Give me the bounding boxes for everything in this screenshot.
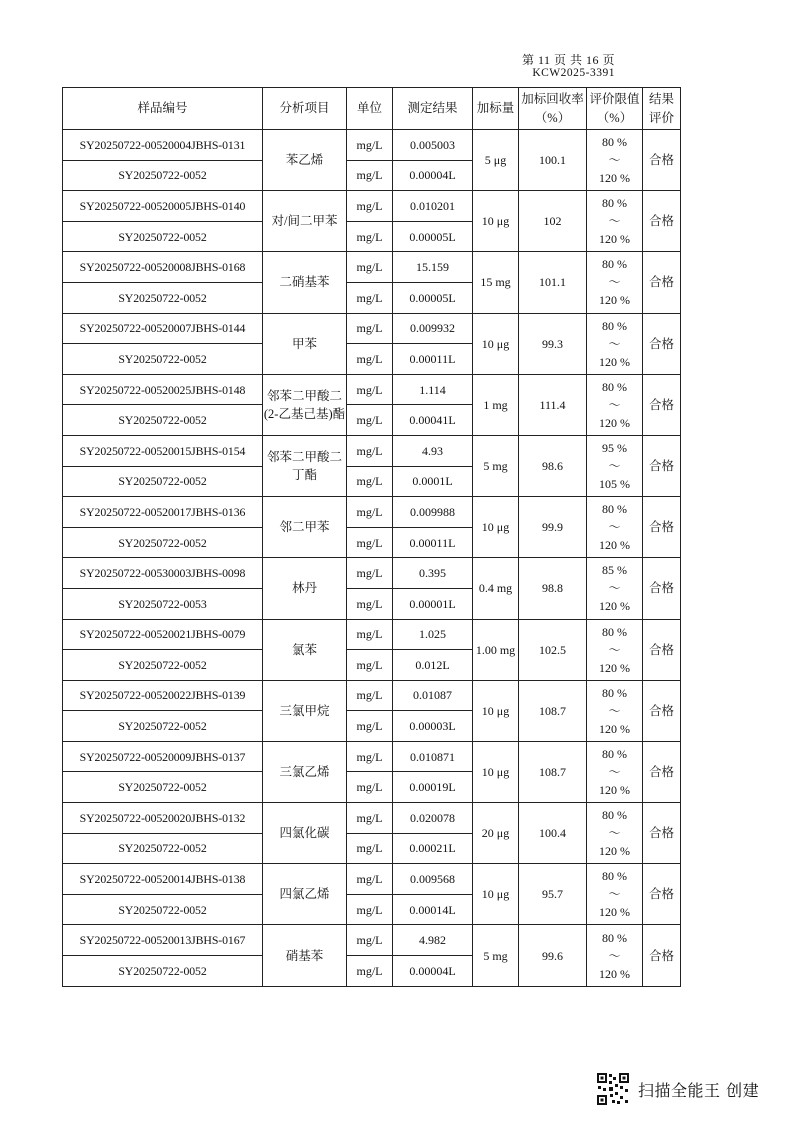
spiked-result: 15.159 <box>393 252 473 283</box>
base-sample-id: SY20250722-0052 <box>63 711 263 742</box>
limit-low: 80 % <box>602 135 627 150</box>
verdict: 合格 <box>643 803 681 864</box>
limit-separator: ～ <box>608 948 621 963</box>
limit-low: 80 % <box>602 624 627 639</box>
table-row <box>63 313 681 344</box>
base-sample-id: SY20250722-0053 <box>63 588 263 619</box>
unit: mg/L <box>347 160 393 191</box>
evaluation-limit <box>587 191 643 252</box>
unit: mg/L <box>347 803 393 834</box>
spike-amount: 1 mg <box>473 374 519 435</box>
limit-separator: ～ <box>608 275 621 290</box>
limit-separator: ～ <box>608 887 621 902</box>
limit-separator: ～ <box>608 520 621 535</box>
base-sample-id: SY20250722-0052 <box>63 405 263 436</box>
limit-low: 80 % <box>602 808 627 823</box>
unit: mg/L <box>347 252 393 283</box>
base-result: 0.00005L <box>393 282 473 313</box>
limit-high: 120 % <box>599 782 630 797</box>
base-sample-id: SY20250722-0052 <box>63 344 263 375</box>
base-sample-id: SY20250722-0052 <box>63 221 263 252</box>
table-row <box>63 252 681 283</box>
limit-separator: ～ <box>608 581 621 596</box>
unit: mg/L <box>347 527 393 558</box>
limit-low: 80 % <box>602 746 627 761</box>
verdict: 合格 <box>643 191 681 252</box>
base-result: 0.00004L <box>393 956 473 987</box>
limit-high: 120 % <box>599 538 630 553</box>
base-sample-id: SY20250722-0052 <box>63 527 263 558</box>
verdict: 合格 <box>643 374 681 435</box>
limit-separator: ～ <box>608 397 621 412</box>
recovery-rate: 99.9 <box>519 497 587 558</box>
limit-high: 120 % <box>599 966 630 981</box>
col-header-result: 测定结果 <box>393 88 473 130</box>
unit: mg/L <box>347 680 393 711</box>
recovery-rate: 102 <box>519 191 587 252</box>
spiked-result: 0.01087 <box>393 680 473 711</box>
recovery-rate: 95.7 <box>519 864 587 925</box>
spiked-result: 4.982 <box>393 925 473 956</box>
spike-amount: 10 μg <box>473 741 519 802</box>
analysis-item: 氯苯 <box>263 619 347 680</box>
table-row <box>63 619 681 650</box>
limit-separator: ～ <box>608 336 621 351</box>
spike-amount: 10 μg <box>473 680 519 741</box>
verdict: 合格 <box>643 619 681 680</box>
evaluation-limit <box>587 374 643 435</box>
table-row <box>63 191 681 222</box>
analysis-item: 四氯乙烯 <box>263 864 347 925</box>
spiked-sample-id: SY20250722-00520021JBHS-0079 <box>63 619 263 650</box>
base-sample-id: SY20250722-0052 <box>63 650 263 681</box>
unit: mg/L <box>347 833 393 864</box>
limit-low: 80 % <box>602 196 627 211</box>
limit-high: 120 % <box>599 354 630 369</box>
col-header-verdict: 结果评价 <box>643 88 681 130</box>
verdict: 合格 <box>643 925 681 986</box>
spike-amount: 5 mg <box>473 435 519 496</box>
limit-low: 80 % <box>602 930 627 945</box>
table-row <box>63 130 681 161</box>
spike-amount: 10 μg <box>473 864 519 925</box>
verdict: 合格 <box>643 864 681 925</box>
unit: mg/L <box>347 191 393 222</box>
unit: mg/L <box>347 711 393 742</box>
verdict: 合格 <box>643 680 681 741</box>
base-result: 0.00014L <box>393 894 473 925</box>
limit-separator: ～ <box>608 703 621 718</box>
recovery-rate: 98.6 <box>519 435 587 496</box>
base-sample-id: SY20250722-0052 <box>63 894 263 925</box>
table-row <box>63 741 681 772</box>
base-sample-id: SY20250722-0052 <box>63 282 263 313</box>
base-result: 0.00021L <box>393 833 473 864</box>
limit-low: 80 % <box>602 502 627 517</box>
limit-high: 120 % <box>599 660 630 675</box>
limit-separator: ～ <box>608 214 621 229</box>
unit: mg/L <box>347 282 393 313</box>
evaluation-limit <box>587 558 643 619</box>
col-header-spike: 加标量 <box>473 88 519 130</box>
verdict: 合格 <box>643 497 681 558</box>
analysis-item: 三氯乙烯 <box>263 741 347 802</box>
analysis-item: 对/间二甲苯 <box>263 191 347 252</box>
unit: mg/L <box>347 313 393 344</box>
recovery-rate: 99.6 <box>519 925 587 986</box>
spiked-result: 0.009988 <box>393 497 473 528</box>
limit-separator: ～ <box>608 459 621 474</box>
spiked-sample-id: SY20250722-00520009JBHS-0137 <box>63 741 263 772</box>
recovery-rate: 100.1 <box>519 130 587 191</box>
base-result: 0.00003L <box>393 711 473 742</box>
limit-low: 80 % <box>602 257 627 272</box>
spike-amount: 10 μg <box>473 313 519 374</box>
recovery-rate: 100.4 <box>519 803 587 864</box>
table-row <box>63 864 681 895</box>
unit: mg/L <box>347 130 393 161</box>
table-body <box>63 130 681 987</box>
analysis-item: 硝基苯 <box>263 925 347 986</box>
base-sample-id: SY20250722-0052 <box>63 160 263 191</box>
col-header-sample-id: 样品编号 <box>63 88 263 130</box>
evaluation-limit <box>587 130 643 191</box>
unit: mg/L <box>347 772 393 803</box>
limit-high: 120 % <box>599 905 630 920</box>
evaluation-limit <box>587 435 643 496</box>
analysis-item: 甲苯 <box>263 313 347 374</box>
limit-low: 80 % <box>602 685 627 700</box>
limit-high: 120 % <box>599 599 630 614</box>
evaluation-limit <box>587 803 643 864</box>
spiked-sample-id: SY20250722-00530003JBHS-0098 <box>63 558 263 589</box>
evaluation-limit <box>587 619 643 680</box>
base-result: 0.00001L <box>393 588 473 619</box>
verdict: 合格 <box>643 741 681 802</box>
unit: mg/L <box>347 894 393 925</box>
spiked-sample-id: SY20250722-00520022JBHS-0139 <box>63 680 263 711</box>
recovery-rate: 111.4 <box>519 374 587 435</box>
recovery-rate: 101.1 <box>519 252 587 313</box>
spiked-result: 1.114 <box>393 374 473 405</box>
spiked-result: 0.020078 <box>393 803 473 834</box>
evaluation-limit <box>587 680 643 741</box>
limit-high: 120 % <box>599 293 630 308</box>
limit-low: 80 % <box>602 869 627 884</box>
verdict: 合格 <box>643 252 681 313</box>
spiked-result: 0.395 <box>393 558 473 589</box>
unit: mg/L <box>347 925 393 956</box>
recovery-rate: 108.7 <box>519 680 587 741</box>
base-result: 0.00011L <box>393 344 473 375</box>
unit: mg/L <box>347 435 393 466</box>
spiked-result: 0.009932 <box>393 313 473 344</box>
report-number: KCW2025-3391 <box>532 67 615 79</box>
col-header-unit: 单位 <box>347 88 393 130</box>
qr-code-icon <box>596 1072 630 1106</box>
recovery-rate: 102.5 <box>519 619 587 680</box>
limit-high: 120 % <box>599 232 630 247</box>
evaluation-limit <box>587 497 643 558</box>
table-row <box>63 803 681 834</box>
base-sample-id: SY20250722-0052 <box>63 772 263 803</box>
unit: mg/L <box>347 650 393 681</box>
base-result: 0.00011L <box>393 527 473 558</box>
limit-separator: ～ <box>608 642 621 657</box>
base-sample-id: SY20250722-0052 <box>63 956 263 987</box>
unit: mg/L <box>347 588 393 619</box>
table-row <box>63 680 681 711</box>
table-row <box>63 497 681 528</box>
evaluation-limit <box>587 313 643 374</box>
limit-low: 95 % <box>602 441 627 456</box>
limit-low: 80 % <box>602 318 627 333</box>
base-result: 0.00004L <box>393 160 473 191</box>
unit: mg/L <box>347 374 393 405</box>
base-result: 0.00019L <box>393 772 473 803</box>
watermark-text: 扫描全能王 创建 <box>638 1081 760 1100</box>
table-row <box>63 374 681 405</box>
table-header-row <box>63 88 681 130</box>
evaluation-limit <box>587 252 643 313</box>
limit-separator: ～ <box>608 153 621 168</box>
limit-high: 120 % <box>599 415 630 430</box>
base-result: 0.012L <box>393 650 473 681</box>
spiked-sample-id: SY20250722-00520004JBHS-0131 <box>63 130 263 161</box>
spike-amount: 15 mg <box>473 252 519 313</box>
base-result: 0.00005L <box>393 221 473 252</box>
analysis-item: 四氯化碳 <box>263 803 347 864</box>
recovery-rate: 99.3 <box>519 313 587 374</box>
base-result: 0.00041L <box>393 405 473 436</box>
verdict: 合格 <box>643 435 681 496</box>
limit-low: 80 % <box>602 379 627 394</box>
base-result: 0.0001L <box>393 466 473 497</box>
analysis-item: 邻二甲苯 <box>263 497 347 558</box>
spiked-sample-id: SY20250722-00520007JBHS-0144 <box>63 313 263 344</box>
table-row <box>63 925 681 956</box>
analysis-item: 林丹 <box>263 558 347 619</box>
col-header-limit: 评价限值（%） <box>587 88 643 130</box>
spiked-result: 0.009568 <box>393 864 473 895</box>
spiked-result: 0.005003 <box>393 130 473 161</box>
unit: mg/L <box>347 405 393 436</box>
recovery-rate: 108.7 <box>519 741 587 802</box>
spiked-sample-id: SY20250722-00520015JBHS-0154 <box>63 435 263 466</box>
evaluation-limit <box>587 741 643 802</box>
spike-amount: 10 μg <box>473 191 519 252</box>
unit: mg/L <box>347 864 393 895</box>
spiked-result: 1.025 <box>393 619 473 650</box>
spiked-sample-id: SY20250722-00520025JBHS-0148 <box>63 374 263 405</box>
analysis-item: 苯乙烯 <box>263 130 347 191</box>
limit-high: 120 % <box>599 171 630 186</box>
base-sample-id: SY20250722-0052 <box>63 833 263 864</box>
col-header-item: 分析项目 <box>263 88 347 130</box>
spiked-sample-id: SY20250722-00520005JBHS-0140 <box>63 191 263 222</box>
spiked-result: 0.010201 <box>393 191 473 222</box>
limit-high: 120 % <box>599 844 630 859</box>
verdict: 合格 <box>643 313 681 374</box>
spiked-result: 0.010871 <box>393 741 473 772</box>
limit-high: 120 % <box>599 721 630 736</box>
spiked-result: 4.93 <box>393 435 473 466</box>
analysis-item: 三氯甲烷 <box>263 680 347 741</box>
unit: mg/L <box>347 344 393 375</box>
limit-low: 85 % <box>602 563 627 578</box>
limit-high: 105 % <box>599 477 630 492</box>
table-row <box>63 558 681 589</box>
evaluation-limit <box>587 925 643 986</box>
spiked-sample-id: SY20250722-00520013JBHS-0167 <box>63 925 263 956</box>
unit: mg/L <box>347 741 393 772</box>
col-header-recovery: 加标回收率（%） <box>519 88 587 130</box>
verdict: 合格 <box>643 130 681 191</box>
unit: mg/L <box>347 956 393 987</box>
spiked-sample-id: SY20250722-00520020JBHS-0132 <box>63 803 263 834</box>
limit-separator: ～ <box>608 826 621 841</box>
analysis-item: 二硝基苯 <box>263 252 347 313</box>
spike-amount: 10 μg <box>473 497 519 558</box>
recovery-table <box>62 87 681 987</box>
spike-amount: 1.00 mg <box>473 619 519 680</box>
limit-separator: ～ <box>608 764 621 779</box>
spike-amount: 0.4 mg <box>473 558 519 619</box>
unit: mg/L <box>347 619 393 650</box>
unit: mg/L <box>347 497 393 528</box>
spike-amount: 5 mg <box>473 925 519 986</box>
recovery-rate: 98.8 <box>519 558 587 619</box>
unit: mg/L <box>347 221 393 252</box>
unit: mg/L <box>347 466 393 497</box>
analysis-item: 邻苯二甲酸二丁酯 <box>263 435 347 496</box>
verdict: 合格 <box>643 558 681 619</box>
spiked-sample-id: SY20250722-00520008JBHS-0168 <box>63 252 263 283</box>
page-info: 第 11 页 共 16 页 <box>521 53 615 67</box>
table-row <box>63 435 681 466</box>
unit: mg/L <box>347 558 393 589</box>
spike-amount: 20 μg <box>473 803 519 864</box>
spiked-sample-id: SY20250722-00520014JBHS-0138 <box>63 864 263 895</box>
evaluation-limit <box>587 864 643 925</box>
spike-amount: 5 μg <box>473 130 519 191</box>
spiked-sample-id: SY20250722-00520017JBHS-0136 <box>63 497 263 528</box>
base-sample-id: SY20250722-0052 <box>63 466 263 497</box>
analysis-item: 邻苯二甲酸二(2-乙基己基)酯 <box>263 374 347 435</box>
